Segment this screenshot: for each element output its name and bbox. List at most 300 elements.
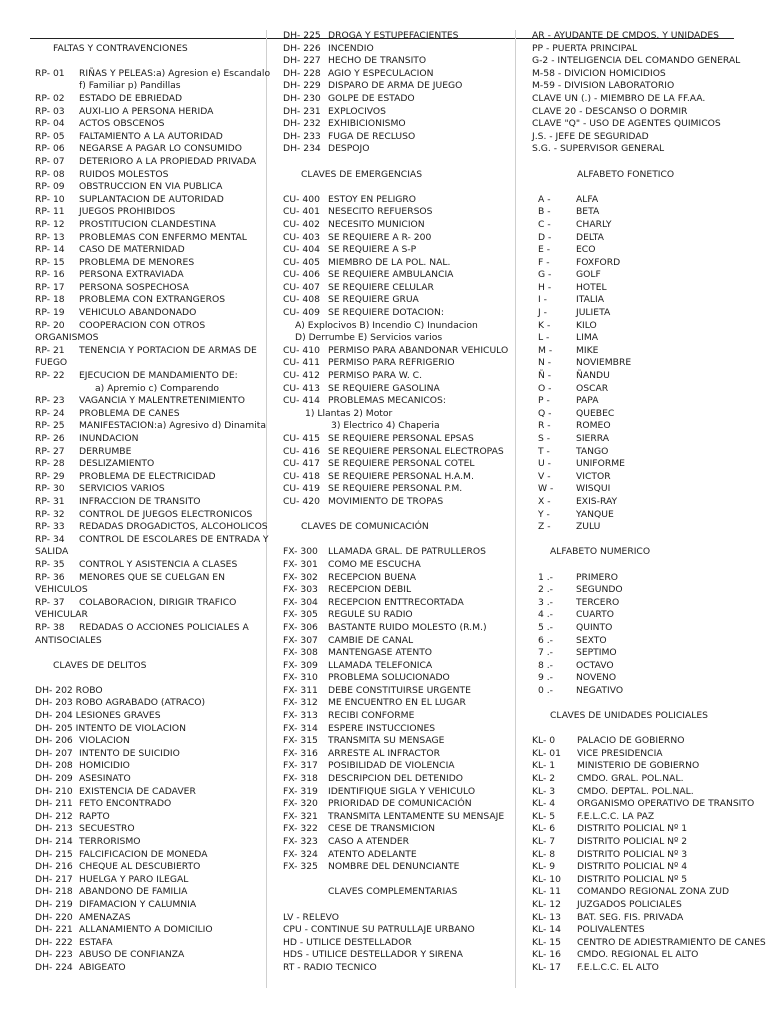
code-key: 5 .- (538, 621, 554, 633)
code-text: RECEPCION ENTTRECORTADA (328, 596, 464, 608)
code-row: M-58 - DIVICION HOMICIDIOS (532, 67, 666, 79)
alphabet-row (532, 521, 757, 534)
code-text: SE REQUIERE GRUA (328, 294, 419, 306)
code-key: RP- 27 (35, 445, 65, 457)
code-key: DH- 212 (35, 810, 73, 822)
code-row (283, 697, 508, 710)
alphabet-row (532, 307, 757, 320)
code-row: RP- 21 TENENCIA Y PORTACION DE ARMAS DE (35, 344, 257, 356)
alphabet-row (532, 420, 757, 433)
code-row: CPU - CONTINUE SU PATRULLAJE URBANO (283, 924, 475, 936)
code-text: NEGATIVO (576, 684, 624, 696)
number-row (532, 584, 757, 597)
code-row (283, 194, 508, 207)
code-text: DIFAMACION Y CALUMNIA (79, 898, 197, 910)
code-key: DH- 213 (35, 823, 73, 835)
code-key: CU- 417 (283, 458, 320, 470)
code-key: FX- 313 (283, 710, 318, 722)
code-key: F - (538, 256, 550, 268)
code-text: NECESITO MUNICION (328, 218, 425, 230)
code-row (283, 823, 508, 836)
code-text: ARRESTE AL INFRACTOR (328, 747, 440, 759)
code-text: NESECITO REFUERSOS (328, 206, 433, 218)
code-row (283, 483, 508, 496)
code-row (532, 849, 757, 862)
section-title: CLAVES DE EMERGENCIAS (301, 168, 423, 180)
code-row (35, 307, 260, 320)
code-row: HD - UTILICE DESTELLADOR (283, 936, 412, 948)
code-key: DH- 222 (35, 936, 73, 948)
code-key: CU- 407 (283, 281, 320, 293)
code-text: GOLF (576, 269, 601, 281)
code-text: ZULU (576, 521, 601, 533)
code-text: PROBLEMA SOLUCIONADO (328, 672, 450, 684)
code-row (283, 471, 508, 484)
code-key: DH- 231 (283, 105, 321, 117)
code-key: FX- 307 (283, 634, 318, 646)
code-text: MOVIMIENTO DE TROPAS (328, 495, 444, 507)
code-text: QUEBEC (576, 407, 615, 419)
code-key: RP- 04 (35, 118, 65, 130)
code-row (532, 836, 757, 849)
code-text: LIMA (576, 332, 599, 344)
code-text: JUZGADOS POLICIALES (577, 898, 682, 910)
code-row (35, 760, 260, 773)
code-row (35, 773, 260, 786)
code-key: CU- 413 (283, 382, 320, 394)
code-key: DH- 227 (283, 55, 321, 67)
continuation: VEHICULOS (35, 584, 88, 596)
alphabet-row (532, 269, 757, 282)
code-text: ACTOS OBSCENOS (79, 118, 165, 130)
number-row (532, 647, 757, 660)
code-key: FX- 312 (283, 697, 318, 709)
alphabet-row (532, 408, 757, 421)
code-text: SE REQUIERE DOTACION: (328, 307, 444, 319)
code-key: RP- 32 (35, 508, 65, 520)
code-row (283, 232, 508, 245)
code-text: CONTROL DE ESCOLARES DE ENTRADA Y (79, 533, 269, 545)
code-key: DH- 207 (35, 747, 73, 759)
code-text: f) Familiar p) Pandillas (79, 80, 181, 92)
code-text: QUINTO (576, 621, 613, 633)
code-text: VIOLACION (79, 735, 130, 747)
code-text: PRIORIDAD DE COMUNICACIÓN (328, 798, 472, 810)
code-row: DH- 203 ROBO AGRABADO (ATRACO) (35, 697, 206, 709)
code-text: INCENDIO (328, 42, 374, 54)
code-row (35, 131, 260, 144)
code-key: 9 .- (538, 672, 554, 684)
code-key: FX- 316 (283, 747, 318, 759)
code-row (35, 181, 260, 194)
number-row (532, 622, 757, 635)
code-text: ESTAFA (79, 936, 113, 948)
code-key: RP- 08 (35, 168, 65, 180)
column-1 (35, 30, 271, 975)
code-row (283, 395, 508, 408)
number-row (532, 660, 757, 673)
code-text: ESTADO DE EBRIEDAD (79, 92, 183, 104)
code-key: 1 .- (538, 571, 554, 583)
code-row: RT - RADIO TECNICO (283, 961, 377, 973)
code-row (35, 206, 260, 219)
code-key: RP- 24 (35, 407, 65, 419)
code-text: DESLIZAMIENTO (79, 458, 155, 470)
code-text: ABIGEATO (79, 961, 126, 973)
code-text: CAMBIE DE CANAL (328, 634, 414, 646)
code-key: FX- 314 (283, 722, 318, 734)
code-row (283, 496, 508, 509)
code-key: CU- 418 (283, 470, 320, 482)
code-text: REGULE SU RADIO (328, 609, 413, 621)
code-key: 0 .- (538, 684, 554, 696)
alphabet-row (532, 294, 757, 307)
number-row (532, 685, 757, 698)
code-row (283, 710, 508, 723)
alphabet-row (532, 320, 757, 333)
code-row: DH- 204 LESIONES GRAVES (35, 710, 161, 722)
code-key: DH- 211 (35, 798, 73, 810)
code-text: MANIFESTACION:a) Agresivo d) Dinamita (79, 420, 267, 432)
code-text: VICTOR (576, 470, 611, 482)
code-row (532, 886, 757, 899)
code-text: HUELGA Y PARO ILEGAL (79, 873, 189, 885)
sub-options: D) Derrumbe E) Servicios varios (295, 332, 443, 344)
code-key: KL- 0 (532, 735, 556, 747)
section-title: CLAVES COMPLEMENTARIAS (328, 886, 458, 898)
code-key: R - (538, 420, 551, 432)
section-title: CLAVES DE COMUNICACIÓN (301, 521, 429, 533)
code-key: CU- 405 (283, 256, 320, 268)
code-row (283, 307, 508, 320)
code-key: RP- 26 (35, 433, 65, 444)
code-key: FX- 310 (283, 672, 318, 684)
code-key: RP- 31 (35, 495, 65, 507)
code-key: KL- 10 (532, 873, 561, 885)
code-text: CONTROL DE JUEGOS ELECTRONICOS (79, 508, 253, 520)
code-text: GOLPE DE ESTADO (328, 92, 415, 104)
code-row (35, 912, 260, 925)
code-key: DH- 228 (283, 67, 321, 79)
code-text: NOVIEMBRE (576, 357, 632, 369)
code-text: ATENTO ADELANTE (328, 848, 417, 860)
code-row (532, 735, 757, 748)
code-row (283, 131, 508, 144)
code-text: FUGA DE RECLUSO (328, 130, 416, 142)
code-key: P - (538, 395, 550, 407)
code-key: Y - (538, 508, 550, 520)
code-key: DH- 219 (35, 898, 73, 910)
code-text: SE REQUIERE AMBULANCIA (328, 269, 454, 281)
code-row (532, 899, 757, 912)
code-row: CLAVE 20 - DESCANSO O DORMIR (532, 105, 688, 117)
code-text: FOXFORD (576, 256, 621, 268)
code-row (35, 395, 260, 408)
code-row (35, 483, 260, 496)
code-key: RP- 02 (35, 92, 65, 104)
code-text: CHEQUE AL DESCUBIERTO (79, 861, 201, 873)
code-key: RP- 03 (35, 105, 65, 117)
code-row (35, 811, 260, 824)
code-key: 7 .- (538, 647, 554, 659)
code-text: PROSTITUCION CLANDESTINA (79, 218, 216, 230)
code-row (283, 345, 508, 358)
code-key: KL- 12 (532, 898, 561, 910)
code-text: EXIS-RAY (576, 495, 618, 507)
alphabet-row (532, 458, 757, 471)
code-row (35, 533, 269, 547)
code-row (35, 143, 260, 156)
code-text: SE REQUIERE PERSONAL ELECTROPAS (328, 445, 504, 457)
code-text: MIKE (576, 344, 599, 356)
code-text: COMO ME ESCUCHA (328, 558, 421, 570)
code-text: COMANDO REGIONAL ZONA ZUD (577, 886, 730, 898)
code-text: BASTANTE RUIDO MOLESTO (R.M.) (328, 621, 487, 633)
code-key: RP- 09 (35, 181, 65, 193)
code-text: ECO (576, 244, 596, 256)
code-text: POLIVALENTES (577, 924, 645, 936)
code-key: CU- 416 (283, 445, 320, 457)
code-key: RP- 13 (35, 231, 65, 243)
code-key: KL- 8 (532, 848, 556, 860)
code-text: ASESINATO (79, 773, 131, 785)
code-text: NOMBRE DEL DENUNCIANTE (328, 861, 460, 873)
code-text: SECUESTRO (79, 823, 135, 835)
code-row (532, 936, 766, 950)
code-key: 4 .- (538, 609, 554, 621)
code-key: CU- 414 (283, 395, 320, 407)
code-row (35, 282, 260, 295)
code-text: INFRACCION DE TRANSITO (79, 495, 201, 507)
code-row (532, 874, 757, 887)
code-row (283, 106, 508, 119)
alphabet-row (532, 446, 757, 459)
alphabet-row (532, 194, 757, 207)
code-key: DH- 216 (35, 861, 73, 873)
code-row (35, 269, 260, 282)
code-key: CU- 420 (283, 495, 320, 507)
continuation: FUEGO (35, 357, 68, 369)
code-text: SE REQUIERE GASOLINA (328, 382, 440, 394)
number-row (532, 597, 757, 610)
alphabet-row (532, 383, 757, 396)
code-row (283, 798, 508, 811)
code-key: CU- 401 (283, 206, 320, 218)
alphabet-row (532, 332, 757, 345)
code-row (283, 748, 508, 761)
code-key: DH- 218 (35, 886, 73, 898)
code-row (35, 219, 260, 232)
code-row: RP- 36 MENORES QUE SE CUELGAN EN (35, 571, 225, 583)
code-row: CLAVE "Q" - USO DE AGENTES QUIMICOS (532, 118, 721, 130)
code-text: PAPA (576, 395, 599, 407)
code-row (283, 294, 508, 307)
code-text: BAT. SEG. FIS. PRIVADA (577, 911, 684, 923)
code-text: FETO ENCONTRADO (79, 798, 172, 810)
code-key: 6 .- (538, 634, 554, 646)
code-text: CASO A ATENDER (328, 836, 410, 847)
code-row (283, 43, 508, 56)
code-key: RP- 12 (35, 218, 65, 230)
continuation: SALIDA (35, 546, 69, 558)
code-key: FX- 301 (283, 558, 318, 570)
code-row (283, 849, 508, 862)
code-row (35, 106, 260, 119)
code-text: ESTOY EN PELIGRO (328, 193, 417, 205)
code-text: PROBLEMA CON EXTRANGEROS (79, 294, 226, 306)
code-key: KL- 5 (532, 810, 556, 822)
code-text: CMDO. DEPTAL. POL.NAL. (577, 785, 694, 797)
code-key: RP- 14 (35, 244, 65, 256)
code-text: CHARLY (576, 218, 612, 230)
column-3 (532, 30, 766, 975)
code-row (283, 143, 508, 156)
code-key: RP- 33 (35, 521, 65, 533)
code-key: G - (538, 269, 552, 281)
code-text: SE REQUIERE PERSONAL EPSAS (328, 433, 474, 444)
code-text: SERVICIOS VARIOS (79, 483, 165, 495)
code-key: RP- 18 (35, 294, 65, 306)
code-row (283, 68, 508, 81)
code-row (532, 823, 757, 836)
code-row (283, 93, 508, 106)
continuation: ANTISOCIALES (35, 634, 102, 646)
code-row (35, 408, 260, 421)
code-key: RP- 16 (35, 269, 65, 281)
code-row (283, 723, 508, 736)
code-key: KL- 17 (532, 961, 561, 973)
code-key: Ñ - (538, 370, 552, 382)
number-row (532, 635, 757, 648)
alphabet-row (532, 219, 757, 232)
code-key: X - (538, 495, 551, 507)
code-text: EXPLOCIVOS (328, 105, 386, 117)
code-key: FX- 324 (283, 848, 318, 860)
code-row (283, 609, 508, 622)
code-text: AUXI-LIO A PERSONA HERIDA (79, 105, 214, 117)
code-text: RECEPCION BUENA (328, 571, 417, 583)
code-text: ABUSO DE CONFIANZA (79, 949, 185, 961)
code-text: JULIETA (576, 307, 611, 319)
code-row: RP- 37 COLABORACION, DIRIGIR TRAFICO (35, 596, 237, 608)
code-row (532, 786, 757, 799)
code-key: U - (538, 458, 551, 470)
code-row (35, 735, 260, 748)
code-row (283, 635, 508, 648)
code-text: DROGA Y ESTUPEFACIENTES (328, 30, 459, 41)
alphabet-row (532, 345, 757, 358)
code-text: ESPERE INSTUCCIONES (328, 722, 436, 734)
code-key: DH- 209 (35, 773, 73, 785)
code-key: L - (538, 332, 550, 344)
code-text: HECHO DE TRANSITO (328, 55, 427, 67)
code-key: DH- 215 (35, 848, 73, 860)
code-row (532, 861, 757, 874)
code-key: DH- 225 (283, 30, 321, 41)
code-key: RP- 34 (35, 533, 65, 545)
code-key: DH- 217 (35, 873, 73, 885)
code-text: CASO DE MATERNIDAD (79, 244, 185, 256)
code-row (283, 760, 508, 773)
code-key: 3 .- (538, 596, 554, 608)
code-row (532, 912, 757, 925)
code-key: RP- 17 (35, 281, 65, 293)
code-text: LLAMADA GRAL. DE PATRULLEROS (328, 546, 486, 558)
code-text: NOVENO (576, 672, 617, 684)
alphabet-row (532, 244, 757, 257)
code-row (283, 773, 508, 786)
code-row: RP- 38 REDADAS O ACCIONES POLICIALES A (35, 621, 249, 633)
code-text: LLAMADA TELEFONICA (328, 659, 433, 671)
continuation: a) Apremio c) Comparendo (95, 382, 220, 394)
alphabet-row (532, 395, 757, 408)
code-row (283, 269, 508, 282)
code-key: FX- 304 (283, 596, 318, 608)
code-text: SEXTO (576, 634, 607, 646)
code-text: CESE DE TRANSMICION (328, 823, 436, 835)
code-text: ITALIA (576, 294, 605, 306)
code-row (283, 735, 508, 748)
code-row (35, 93, 260, 106)
code-text: RIÑAS Y PELEAS:a) Agresion e) Escandalo (79, 67, 271, 79)
code-key: C - (538, 218, 551, 230)
code-row (35, 169, 260, 182)
code-text: INUNDACION (79, 433, 139, 444)
code-row (35, 194, 260, 207)
code-text: SE REQUIERE CELULAR (328, 281, 434, 293)
code-row (283, 219, 508, 232)
code-text: HOTEL (576, 281, 607, 293)
code-row (283, 118, 508, 131)
code-text: SUPLANTACION DE AUTORIDAD (79, 193, 224, 205)
alphabet-row (532, 496, 757, 509)
code-row (283, 622, 508, 635)
code-text: TRANSMITA LENTAMENTE SU MENSAJE (328, 810, 505, 822)
code-key: FX- 305 (283, 609, 318, 621)
code-text: ALLANAMIENTO A DOMICILIO (79, 924, 213, 936)
code-key: RP- 28 (35, 458, 65, 470)
code-row (283, 672, 508, 685)
code-key: D - (538, 231, 552, 243)
code-row (532, 811, 757, 824)
code-text: RUIDOS MOLESTOS (79, 168, 169, 180)
code-key: RP- 01 (35, 67, 65, 79)
code-key: DH- 210 (35, 785, 73, 797)
code-text: F.E.L.C.C. EL ALTO (577, 961, 659, 973)
code-row (532, 773, 757, 786)
code-row (283, 80, 508, 93)
code-text: TANGO (576, 445, 609, 457)
code-text: REDADAS DROGADICTOS, ALCOHOLICOS (79, 521, 268, 533)
code-row (283, 30, 508, 43)
code-key: FX- 309 (283, 659, 318, 671)
code-key: RP- 06 (35, 143, 65, 155)
code-key: DH- 221 (35, 924, 73, 936)
code-text: PRIMERO (576, 571, 618, 583)
code-key: KL- 7 (532, 836, 556, 847)
code-key: N - (538, 357, 552, 369)
code-text: F.E.L.C.C. LA PAZ (577, 810, 655, 822)
code-row (283, 433, 508, 446)
code-key: CU- 403 (283, 231, 320, 243)
code-text: PROBLEMAS CON ENFERMO MENTAL (79, 231, 247, 243)
code-row (35, 836, 260, 849)
code-row (35, 67, 271, 81)
code-text: PROBLEMA DE MENORES (79, 256, 195, 268)
code-key: DH- 226 (283, 42, 321, 54)
code-row (283, 647, 508, 660)
code-text: ABANDONO DE FAMILIA (79, 886, 188, 898)
